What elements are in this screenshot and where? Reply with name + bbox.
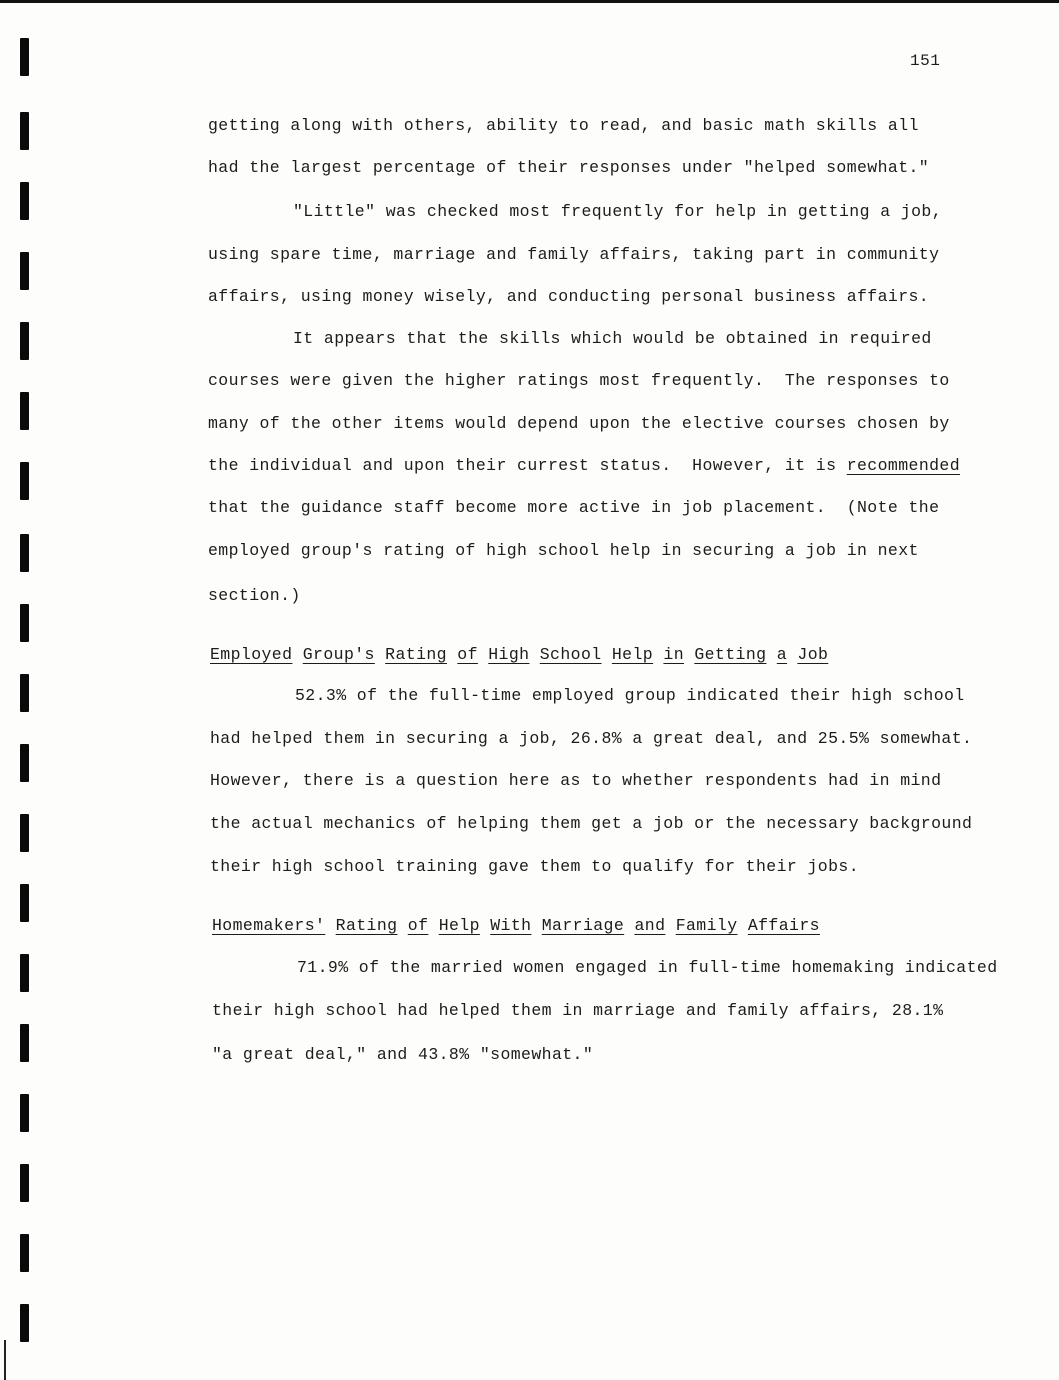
- punch-mark: [20, 1024, 29, 1062]
- heading-word: Rating: [335, 916, 398, 935]
- punch-mark: [20, 38, 29, 76]
- paragraph-line: many of the other items would depend upon the elective courses chosen by: [208, 414, 950, 433]
- punch-mark: [20, 1234, 29, 1272]
- heading-word: Marriage: [541, 916, 625, 935]
- paragraph-line: their high school had helped them in marriage and family affairs, 28.1%: [212, 1001, 944, 1020]
- paragraph-line: affairs, using money wisely, and conducting personal business affairs.: [208, 287, 930, 306]
- paragraph-line: "a great deal," and 43.8% "somewhat.": [212, 1045, 594, 1064]
- heading-word: in: [663, 645, 685, 664]
- heading-word: Getting: [694, 645, 767, 664]
- heading-word: Rating: [385, 645, 447, 664]
- heading-word: School: [539, 645, 602, 664]
- punch-mark: [20, 322, 29, 360]
- punch-mark: [20, 112, 29, 150]
- punch-mark: [20, 744, 29, 782]
- page-number: 151: [910, 52, 941, 70]
- section-heading-homemakers: [212, 916, 820, 935]
- paragraph-line: had the largest percentage of their responses under "helped somewhat.": [208, 158, 930, 177]
- heading-word: Homemakers': [212, 916, 326, 935]
- paragraph-line: that the guidance staff become more active in job placement. (Note the: [208, 498, 940, 517]
- paragraph-line: the actual mechanics of helping them get a job or the necessary background: [210, 814, 973, 833]
- heading-word: Affairs: [747, 916, 820, 935]
- heading-word: High: [488, 645, 530, 664]
- paragraph-line: getting along with others, ability to read, and basic math skills all: [208, 116, 919, 135]
- heading-word: of: [407, 916, 429, 935]
- punch-mark: [20, 1164, 29, 1202]
- paragraph-line: their high school training gave them to qualify for their jobs.: [210, 857, 860, 876]
- punch-mark: [20, 674, 29, 712]
- heading-word: Help: [611, 645, 654, 664]
- paragraph-line: "Little" was checked most frequently for help in getting a job,: [293, 202, 943, 221]
- punch-mark: [20, 1304, 29, 1342]
- binder-punch-marks: [0, 0, 40, 1380]
- punch-mark: [20, 534, 29, 572]
- paragraph-line: 71.9% of the married women engaged in full-time homemaking indicated: [297, 958, 998, 977]
- recommended-emphasis: recommended: [846, 456, 961, 475]
- heading-word: Group's: [302, 645, 375, 664]
- heading-word: Employed: [210, 645, 293, 664]
- top-edge-rule: [0, 0, 1059, 3]
- paragraph-line: It appears that the skills which would be obtained in required: [293, 329, 932, 348]
- page-edge-mark: [4, 1340, 6, 1380]
- paragraph-line: 52.3% of the full-time employed group indicated their high school: [295, 686, 965, 705]
- heading-word: Job: [797, 645, 829, 664]
- paragraph-line: [208, 456, 960, 475]
- paragraph-line: using spare time, marriage and family affairs, taking part in community: [208, 245, 940, 264]
- punch-mark: [20, 604, 29, 642]
- heading-word: of: [457, 645, 478, 664]
- punch-mark: [20, 182, 29, 220]
- punch-mark: [20, 392, 29, 430]
- heading-word: a: [776, 645, 788, 664]
- heading-word: Family: [675, 916, 738, 935]
- heading-word: Help: [438, 916, 480, 935]
- punch-mark: [20, 1094, 29, 1132]
- heading-word: and: [634, 916, 666, 935]
- paragraph-line: However, there is a question here as to whether respondents had in mind: [210, 771, 942, 790]
- punch-mark: [20, 462, 29, 500]
- punch-mark: [20, 252, 29, 290]
- paragraph-line: had helped them in securing a job, 26.8% a great deal, and 25.5% somewhat.: [210, 729, 973, 748]
- paragraph-line: employed group's rating of high school help in securing a job in next: [208, 541, 919, 560]
- punch-mark: [20, 954, 29, 992]
- heading-word: With: [490, 916, 532, 935]
- paragraph-line-text: the individual and upon their currest status. However, it is: [208, 456, 847, 475]
- paragraph-line: courses were given the higher ratings most frequently. The responses to: [208, 371, 950, 390]
- punch-mark: [20, 884, 29, 922]
- section-heading-employed-group: [210, 645, 828, 664]
- paragraph-line: section.): [208, 586, 301, 605]
- punch-mark: [20, 814, 29, 852]
